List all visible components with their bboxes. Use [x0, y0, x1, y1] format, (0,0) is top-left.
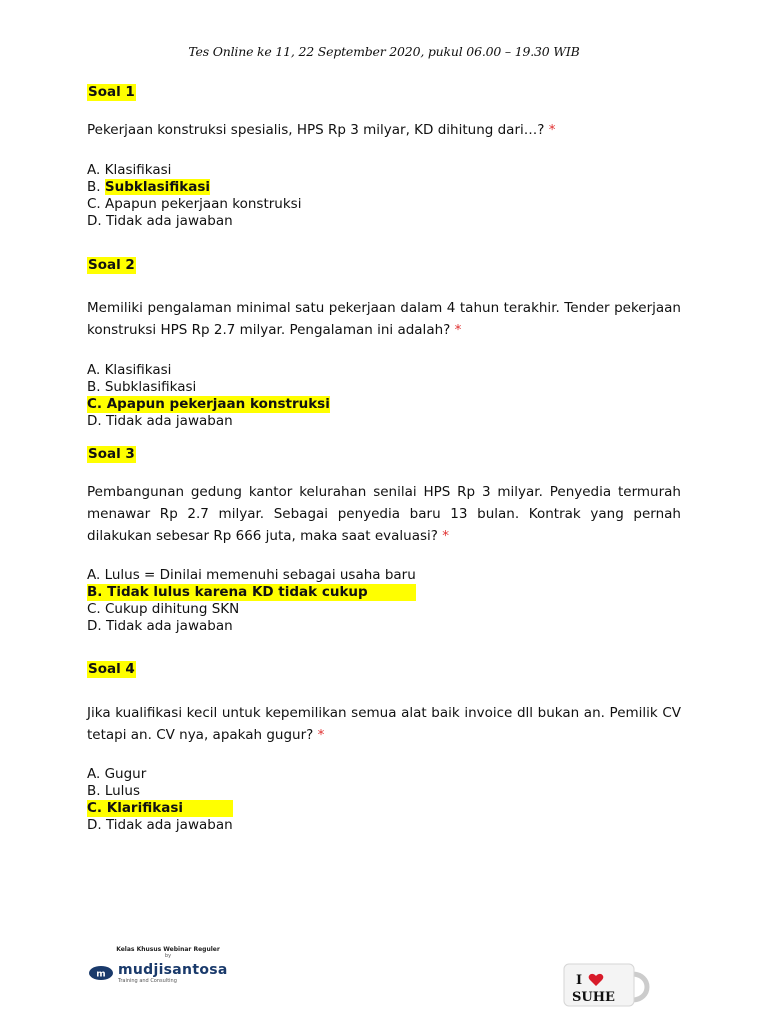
question-4-options — [87, 766, 233, 834]
option-d[interactable]: D. Tidak ada jawaban — [87, 618, 233, 634]
suhe-mug-image — [560, 962, 652, 1008]
option-c[interactable]: C. Apapun pekerjaan konstruksi — [87, 196, 302, 212]
question-2-options — [87, 362, 330, 430]
question-text: Pembangunan gedung kantor kelurahan senilai HPS Rp 3 milyar. Penyedia termurah menawar Rp 2.7 milyar. Sebagai penyedia baru 13 bulan. Kontrak yang pernah dilakukan sebesar Rp 666 juta, maka saat evaluasi? — [87, 484, 681, 544]
question-1-options — [87, 162, 301, 230]
required-marker: * — [548, 122, 556, 138]
option-d[interactable]: D. Tidak ada jawaban — [87, 413, 233, 429]
question-text: Memiliki pengalaman minimal satu pekerjaan dalam 4 tahun terakhir. Tender pekerjaan konstruksi HPS Rp 2.7 milyar. Pengalaman ini adalah? — [87, 300, 681, 338]
option-d[interactable]: D. Tidak ada jawaban — [87, 213, 233, 229]
mug-text-i: I — [576, 973, 583, 988]
required-marker: * — [442, 528, 449, 544]
brand-name: mudjisantosa — [118, 962, 228, 978]
option-a[interactable]: A. Klasifikasi — [87, 362, 172, 378]
svg-text:m: m — [96, 969, 106, 980]
question-text: Pekerjaan konstruksi spesialis, HPS Rp 3 milyar, KD dihitung dari…? — [87, 122, 545, 138]
question-3-title: Soal 3 — [88, 446, 135, 462]
required-marker: * — [317, 727, 325, 743]
footer-caption: Kelas Khusus Webinar Reguler — [116, 946, 220, 953]
question-2-text — [87, 297, 681, 341]
option-c[interactable]: C. Cukup dihitung SKN — [87, 601, 240, 617]
question-text: Jika kualifikasi kecil untuk kepemilikan semua alat baik invoice dll bukan an. Pemilik CV tetapi an. CV nya, apakah gugur? — [87, 705, 681, 743]
option-a[interactable]: A. Gugur — [87, 766, 147, 782]
brand-mark-icon — [88, 965, 114, 981]
option-b[interactable]: B. Subklasifikasi — [87, 379, 197, 395]
mug-text-suhe: SUHE — [572, 990, 615, 1005]
footer-by: by — [164, 953, 172, 959]
option-c-selected[interactable]: C. Klarifikasi — [87, 800, 233, 817]
question-4-text — [87, 702, 681, 746]
question-4-title: Soal 4 — [88, 661, 135, 677]
brand-row — [88, 962, 258, 984]
question-2-title: Soal 2 — [88, 257, 135, 273]
page-header: Tes Online ke 11, 22 September 2020, pukul 06.00 – 19.30 WIB — [188, 44, 580, 59]
option-c-selected[interactable]: C. Apapun pekerjaan konstruksi — [87, 396, 330, 412]
question-3-text — [87, 481, 681, 547]
option-a[interactable]: A. Lulus = Dinilai memenuhi sebagai usaha baru — [87, 567, 416, 583]
question-1-title: Soal 1 — [88, 84, 135, 100]
option-b[interactable]: B. Lulus — [87, 783, 141, 799]
brand-tagline: Training and Consulting — [118, 978, 177, 984]
option-b-selected[interactable]: B. Tidak lulus karena KD tidak cukup — [87, 584, 416, 601]
option-a[interactable]: A. Klasifikasi — [87, 162, 172, 178]
required-marker: * — [454, 322, 462, 338]
question-1-text — [87, 119, 681, 141]
footer-logo — [88, 946, 258, 992]
option-d[interactable]: D. Tidak ada jawaban — [87, 817, 233, 833]
option-b-selected[interactable]: B. Subklasifikasi — [87, 179, 210, 195]
question-3-options — [87, 567, 416, 635]
